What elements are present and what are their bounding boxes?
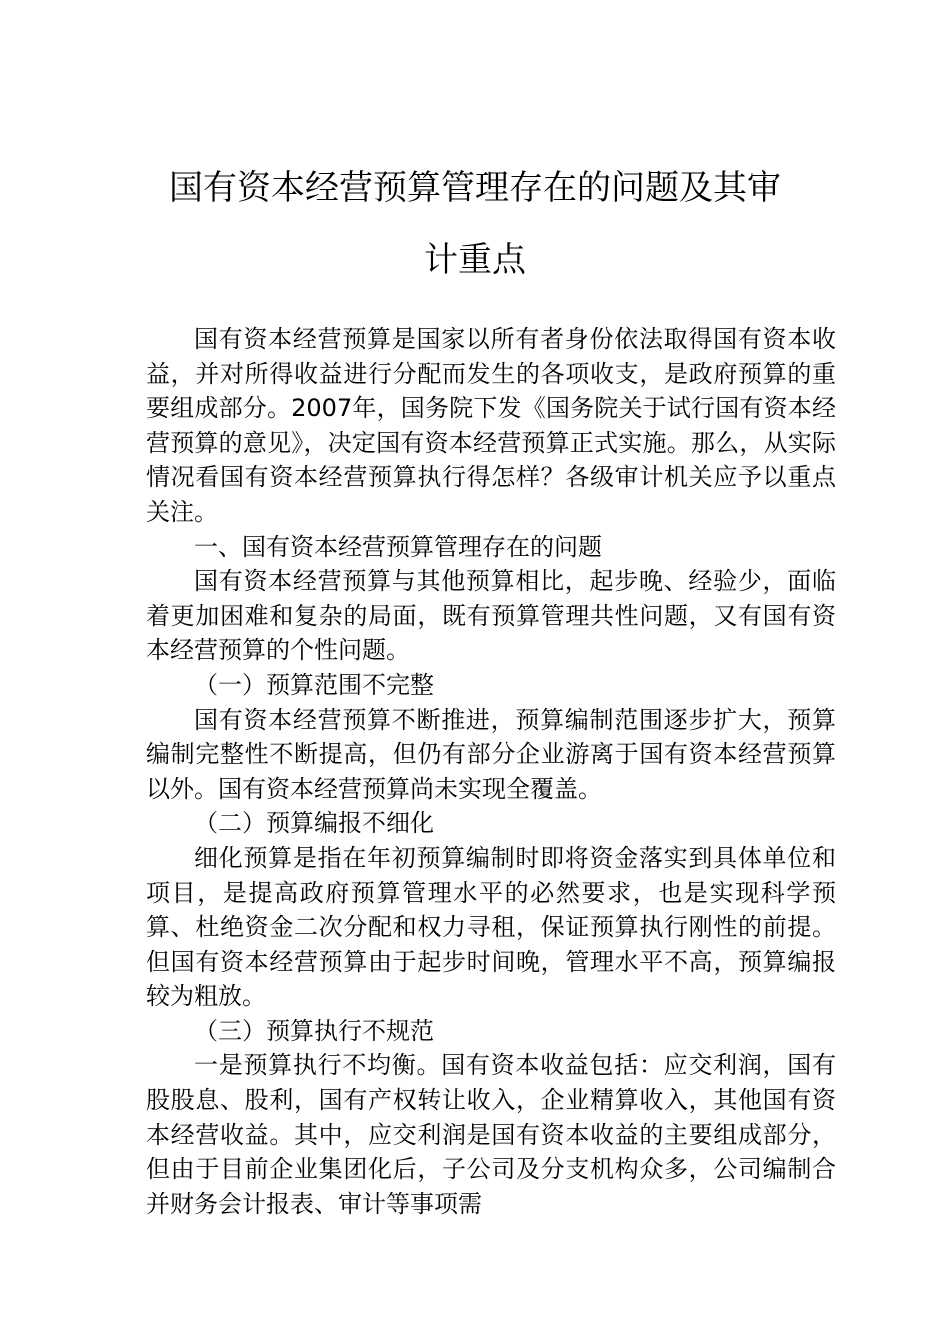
document-body [146,322,836,1221]
document-title-line2: 计重点 [424,240,526,280]
subsection-heading-1: （一）预算范围不完整 [194,670,434,699]
subsection-1-paragraph: 国有资本经营预算不断推进，预算编制范围逐步扩大，预算编制完整性不断提高，但仍有部分企业游离于国有资本经营预算以外。国有资本经营预算尚未实现全覆盖。 [146,705,836,803]
intro-paragraph: 国有资本经营预算是国家以所有者身份依法取得国有资本收益，并对所得收益进行分配而发生的各项收支，是政府预算的重要组成部分。2007年，国务院下发《国务院关于试行国有资本经营预算的意见》，决定国有资本经营预算正式实施。那么，从实际情况看国有资本经营预算执行得怎样？各级审计机关应予以重点关注。 [146,325,836,526]
subsection-3-paragraph: 一是预算执行不均衡。国有资本收益包括：应交利润，国有股股息、股利，国有产权转让收入，企业精算收入，其他国有资本经营收益。其中，应交利润是国有资本收益的主要组成部分，但由于目前企业集团化后，子公司及分支机构众多，公司编制合并财务会计报表、审计等事项需 [146,1051,836,1218]
subsection-heading-3: （三）预算执行不规范 [194,1016,434,1045]
document-title-line1: 国有资本经营预算管理存在的问题及其审 [169,168,781,208]
section-heading-1: 一、国有资本经营预算管理存在的问题 [194,532,602,561]
subsection-heading-2: （二）预算编报不细化 [194,809,434,838]
section-1-paragraph: 国有资本经营预算与其他预算相比，起步晚、经验少，面临着更加困难和复杂的局面，既有预算管理共性问题，又有国有资本经营预算的个性问题。 [146,567,836,665]
subsection-2-paragraph: 细化预算是指在年初预算编制时即将资金落实到具体单位和项目，是提高政府预算管理水平的必然要求，也是实现科学预算、杜绝资金二次分配和权力寻租，保证预算执行刚性的前提。但国有资本经营预算由于起步时间晚，管理水平不高，预算编报较为粗放。 [146,843,836,1011]
